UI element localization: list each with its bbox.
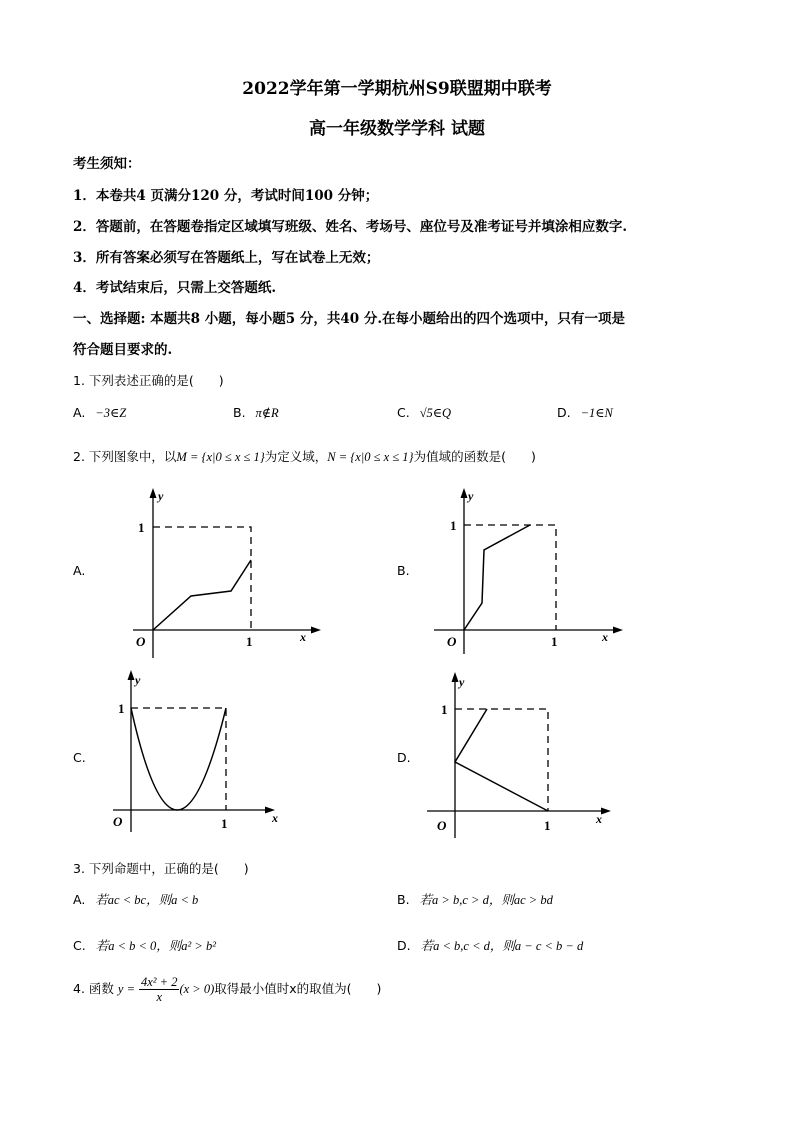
section1-instructions: 一、选择题: 本题共8 小题，每小题5 分，共40 分.在每小题给出的四个选项中，只有一项是 (73, 311, 626, 327)
note-item-2: 2．答题前，在答题卷指定区域填写班级、姓名、考场号、座位号及准考证号并填涂相应数字. (73, 219, 628, 235)
origin-label: O (136, 634, 146, 649)
q1-option-d (557, 405, 613, 421)
q2-option-c-label: C. (73, 750, 86, 765)
function-curve (464, 525, 530, 630)
q3-option-a (73, 890, 198, 908)
y-label: y (468, 489, 474, 503)
q3-stem: 3. 下列命题中，正确的是( ) (73, 861, 249, 876)
x-label: x (596, 812, 602, 826)
q4-func-condition: (x > 0) (179, 982, 215, 996)
q3-option-c-label: C. (73, 938, 86, 953)
exam-title: 2022学年第一学期杭州S9联盟期中联考 (242, 79, 552, 99)
y-axis-arrow (150, 488, 157, 498)
x-label: x (272, 811, 278, 825)
x-tick-1: 1 (246, 634, 253, 649)
q1-option-c-label: C. (397, 405, 410, 420)
note-item-3: 3．所有答案必须写在答题纸上，写在试卷上无效； (73, 250, 380, 266)
x-axis-arrow (601, 808, 611, 815)
bound-box (464, 525, 556, 630)
q1-option-d-label: D. (557, 405, 571, 420)
origin-label: O (447, 634, 457, 649)
q4-fraction (139, 975, 179, 1004)
section1-instructions-cont: 符合题目要求的. (73, 342, 173, 358)
x-axis-arrow (311, 627, 321, 634)
origin-label: O (437, 818, 447, 833)
x-axis-arrow (613, 627, 623, 634)
q1-stem: 1. 下列表述正确的是( ) (73, 373, 224, 388)
y-axis-arrow (452, 672, 459, 682)
y-tick-1: 1 (118, 701, 125, 716)
origin-label: O (113, 814, 123, 829)
y-label: y (158, 489, 164, 503)
q3-option-a-label: A. (73, 892, 86, 907)
q2-graph-b (430, 486, 630, 658)
q2-graph-a (118, 486, 328, 662)
q2-graph-c (110, 668, 290, 834)
q2-stem-mid: 为定义域， (264, 449, 328, 464)
function-curve (455, 709, 548, 811)
q4-func-denominator: x (156, 990, 162, 1004)
y-tick-1: 1 (138, 520, 145, 535)
q2-option-a-label: A. (73, 563, 86, 578)
y-axis-arrow (128, 670, 135, 680)
x-label: x (300, 630, 306, 644)
note-item-1: 1．本卷共4 页满分120 分，考试时间100 分钟； (73, 188, 379, 204)
x-tick-1: 1 (544, 818, 551, 833)
q2-set-n: N = {x|0 ≤ x ≤ 1} (327, 450, 414, 464)
y-tick-1: 1 (441, 702, 448, 717)
q3-option-d-text: 若a < b,c < d，则a − c < b − d (420, 939, 584, 953)
y-tick-1: 1 (450, 518, 457, 533)
q2-option-d-label: D. (397, 750, 411, 765)
q2-stem-suffix: 为值域的函数是( ) (413, 449, 536, 464)
q2-graph-d (424, 670, 620, 842)
function-curve (131, 708, 226, 810)
q1-option-c (397, 405, 451, 421)
bound-box (153, 527, 251, 630)
q3-option-d-label: D. (397, 938, 411, 953)
q1-option-a-text: −3∈Z (95, 406, 127, 420)
x-tick-1: 1 (551, 634, 558, 649)
q4-func-numerator: 4x² + 2 (140, 975, 178, 989)
q3-option-c (73, 936, 216, 954)
q1-option-b (233, 405, 279, 421)
q2-stem (73, 447, 536, 465)
y-label: y (135, 673, 141, 687)
q1-option-a (73, 405, 126, 421)
y-label: y (459, 675, 465, 689)
q3-option-a-text: 若ac < bc，则a < b (95, 893, 199, 907)
q2-set-m: M = {x|0 ≤ x ≤ 1} (176, 450, 265, 464)
q4-stem (73, 975, 381, 1004)
function-curve (153, 560, 251, 630)
q1-option-a-label: A. (73, 405, 86, 420)
y-axis-arrow (461, 488, 468, 498)
x-label: x (602, 630, 608, 644)
note-item-4: 4．考试结束后，只需上交答题纸. (73, 280, 277, 296)
q3-option-c-text: 若a < b < 0，则a² > b² (95, 939, 216, 953)
q3-option-d (397, 936, 583, 954)
q2-stem-prefix: 2. 下列图象中，以 (73, 449, 177, 464)
bound-box (455, 709, 548, 811)
q4-stem-suffix: 取得最小值时x的取值为( ) (214, 981, 382, 996)
q3-option-b-label: B. (397, 892, 410, 907)
q1-option-d-text: −1∈N (580, 406, 613, 420)
q1-option-b-text: π∉R (255, 406, 279, 420)
notes-heading: 考生须知： (73, 156, 141, 172)
q2-option-b-label: B. (397, 563, 410, 578)
q4-func-lhs: y = (117, 982, 135, 996)
q4-stem-prefix: 4. 函数 (73, 981, 114, 996)
q3-option-b (397, 890, 553, 908)
x-tick-1: 1 (221, 816, 228, 831)
exam-subtitle: 高一年级数学学科 试题 (309, 119, 485, 139)
q3-option-b-text: 若a > b,c > d，则ac > bd (419, 893, 553, 907)
q1-option-c-text: √5∈Q (419, 406, 452, 420)
q1-option-b-label: B. (233, 405, 246, 420)
